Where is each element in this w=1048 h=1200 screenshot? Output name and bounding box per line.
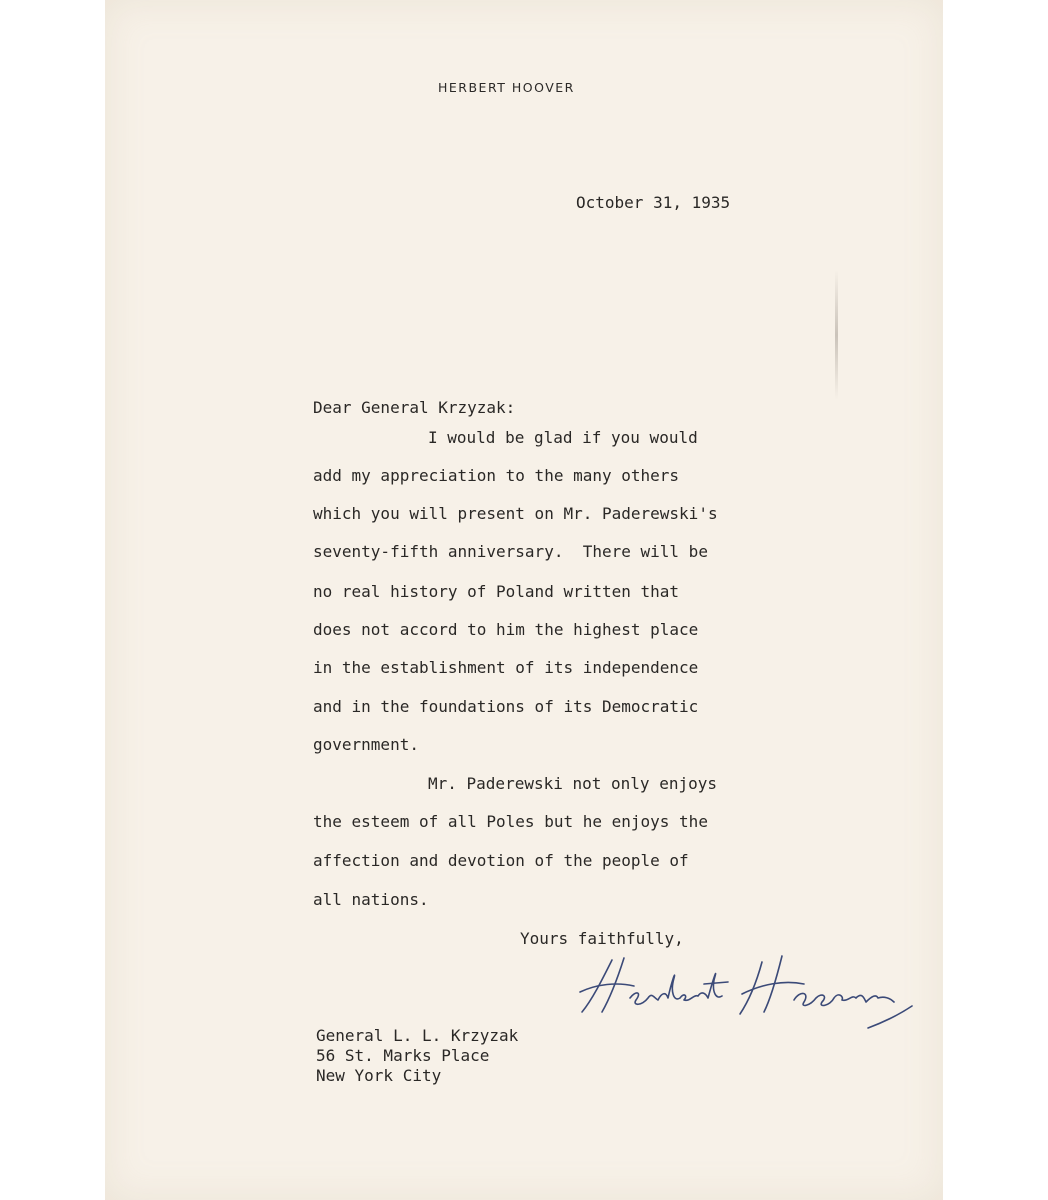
body-line: I would be glad if you would: [428, 428, 698, 447]
recipient-street: 56 St. Marks Place: [316, 1046, 490, 1065]
body-line: and in the foundations of its Democratic: [313, 697, 699, 716]
closing: Yours faithfully,: [520, 929, 684, 948]
body-line: Mr. Paderewski not only enjoys: [428, 774, 717, 793]
body-line: does not accord to him the highest place: [313, 620, 699, 639]
paper-fold-mark: [835, 270, 838, 400]
letterhead: HERBERT HOOVER: [438, 80, 575, 95]
letter-date: October 31, 1935: [576, 193, 731, 212]
body-line: all nations.: [313, 890, 429, 909]
body-line: government.: [313, 735, 419, 754]
body-line: affection and devotion of the people of: [313, 851, 689, 870]
body-line: the esteem of all Poles but he enjoys the: [313, 812, 708, 831]
body-line: add my appreciation to the many others: [313, 466, 680, 485]
handwritten-signature: [572, 940, 917, 1040]
salutation: Dear General Krzyzak:: [313, 398, 516, 417]
body-line: seventy-fifth anniversary. There will be: [313, 542, 708, 561]
body-line: in the establishment of its independence: [313, 658, 699, 677]
recipient-name: General L. L. Krzyzak: [316, 1026, 519, 1045]
body-line: which you will present on Mr. Paderewski's: [313, 504, 718, 523]
recipient-city: New York City: [316, 1066, 442, 1085]
body-line: no real history of Poland written that: [313, 582, 680, 601]
